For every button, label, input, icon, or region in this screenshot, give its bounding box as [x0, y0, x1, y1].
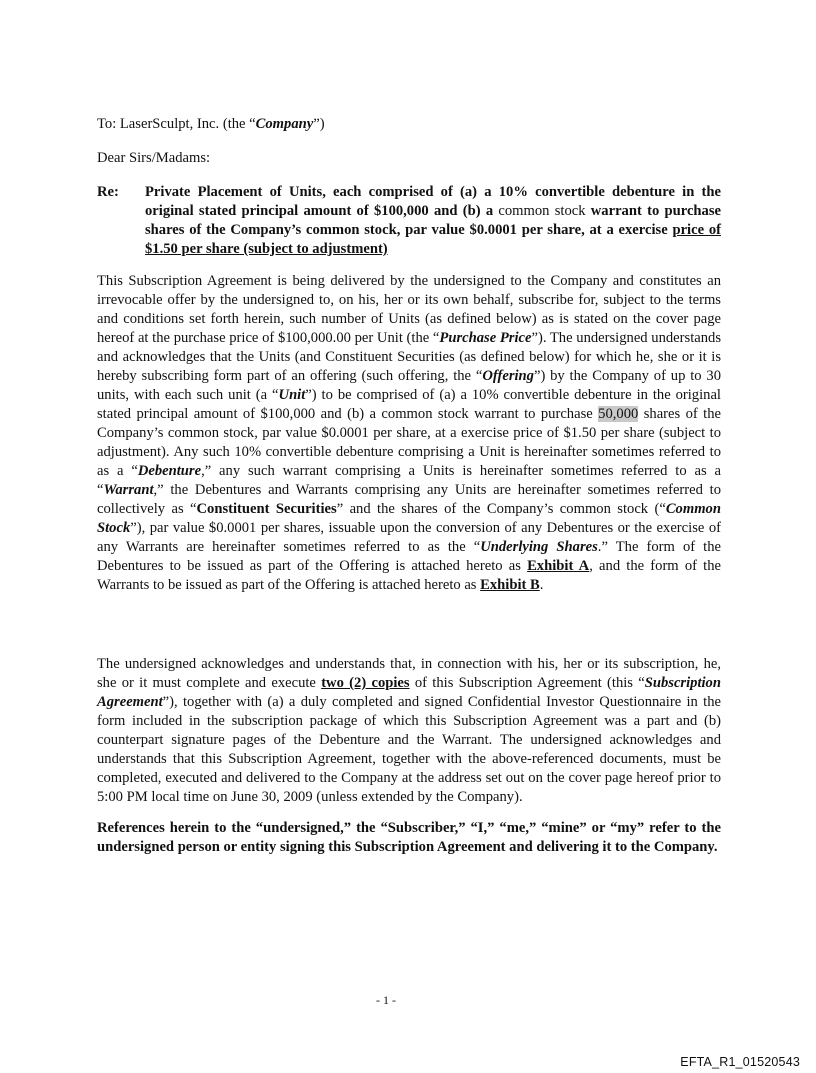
references-paragraph: References herein to the “undersigned,” the “Subscriber,” “I,” “me,” “mine” or “my” refer to the undersigned person or entity signing this Subscription Agreement and delivering it to the Company.	[97, 820, 721, 855]
to-suffix: ”)	[313, 116, 325, 132]
re-subject	[145, 183, 721, 259]
company-term: Company	[255, 116, 314, 132]
re-underlined: price of $1.50 per share (subject to adjustment)	[145, 222, 721, 257]
document-id: EFTA_R1_01520543	[680, 1055, 800, 1069]
term-warrant: Warrant	[103, 482, 154, 498]
term-purchase-price: Purchase Price	[439, 330, 532, 346]
term-debenture: Debenture	[137, 463, 202, 479]
salutation-dear: Dear Sirs/Madams:	[97, 150, 211, 166]
re-plain-1: common stock	[493, 203, 591, 219]
term-constituent-securities: Constituent Securities	[196, 501, 337, 517]
p1-text-8: ” and the shares of the Company’s common stock (“	[336, 501, 666, 517]
p1-text-3: ”) by the Company of up to 30 units, with each such unit (a “	[97, 368, 721, 403]
term-subscription-agreement: Subscription Agreement	[97, 675, 721, 710]
term-common-stock: Common Stock	[97, 501, 721, 536]
p1-text-5: shares of the Company’s common stock, par value $0.0001 per share, at a exercise price of $1.50 per share (subject to adjustment). Any such 10% convertible debenture comprising a Unit is hereinafter sometimes referred to as a “	[97, 406, 722, 479]
term-unit: Unit	[278, 387, 306, 403]
highlighted-shares: 50,000	[598, 406, 639, 422]
p1-text-4: ”) to be comprised of (a) a 10% convertible debenture in the original stated principal amount of $100,000 and (b) a common stock warrant to purchase	[97, 387, 721, 422]
re-bold-1: Private Placement of Units, each comprised of (a) a 10% convertible debenture in the original stated principal amount of $100,000 and (b) a	[145, 184, 721, 219]
page-number: - 1 -	[376, 993, 396, 1007]
term-underlying-shares: Underlying Shares	[480, 539, 598, 555]
re-block	[97, 183, 721, 259]
p1-text-10: .” The form of the Debentures to be issued as part of the Offering is attached hereto as	[97, 539, 722, 574]
paragraph-1	[97, 272, 721, 595]
two-copies: two (2) copies	[321, 675, 410, 691]
p1-text-7: ,” the Debentures and Warrants comprising any Units are hereinafter sometimes referred to collectively as “	[97, 482, 721, 517]
p1-text-9: ”), par value $0.0001 per shares, issuable upon the conversion of any Debentures or the exercise of any Warrants are hereinafter sometimes referred to as the “	[97, 520, 721, 555]
p1-text-1: This Subscription Agreement is being delivered by the undersigned to the Company and constitutes an irrevocable offer by the undersigned to, on his, her or its own behalf, subscribe for, subject to the terms and conditions set forth herein, such number of Units (as defined below) as is stated on the cover page hereof at the purchase price of $100,000.00 per Unit (the “	[97, 273, 721, 346]
p1-text-11: , and the form of the Warrants to be issued as part of the Offering is attached hereto as	[97, 558, 721, 593]
paragraph-2	[97, 655, 721, 807]
to-line	[97, 115, 721, 134]
re-bold-2: warrant to purchase shares of the Company’s common stock, par value $0.0001 per share, at a exercise	[145, 203, 721, 238]
exhibit-a: Exhibit A	[527, 558, 590, 574]
exhibit-b: Exhibit B	[480, 577, 540, 593]
p2-text-1: The undersigned acknowledges and understands that, in connection with his, her or its subscription, he, she or it must complete and execute	[97, 656, 721, 691]
p2-text-2: of this Subscription Agreement (this “	[409, 675, 645, 691]
p1-text-6: ,” any such warrant comprising a Units is hereinafter sometimes referred to as a “	[97, 463, 721, 498]
term-offering: Offering	[482, 368, 534, 384]
p1-text-2: ”). The undersigned understands and acknowledges that the Units (and Constituent Securities (as defined below) for which he, she or it is hereby subscribing form part of an offering (such offering, the “	[97, 330, 722, 384]
re-label: Re:	[97, 184, 119, 200]
p2-text-3: ”), together with (a) a duly completed and signed Confidential Investor Questionnaire in the form included in the subscription package of which this Subscription Agreement was a part and (b) counterpart signature pages of the Debenture and the Warrant. The undersigned acknowledges and understands that this Subscription Agreement, together with the above-referenced documents, must be completed, executed and delivered to the Company at the address set out on the cover page hereof prior to 5:00 PM local time on June 30, 2009 (unless extended by the Company).	[97, 694, 721, 805]
to-prefix: To: LaserSculpt, Inc. (the “	[97, 116, 256, 132]
p1-text-12: .	[539, 577, 544, 593]
